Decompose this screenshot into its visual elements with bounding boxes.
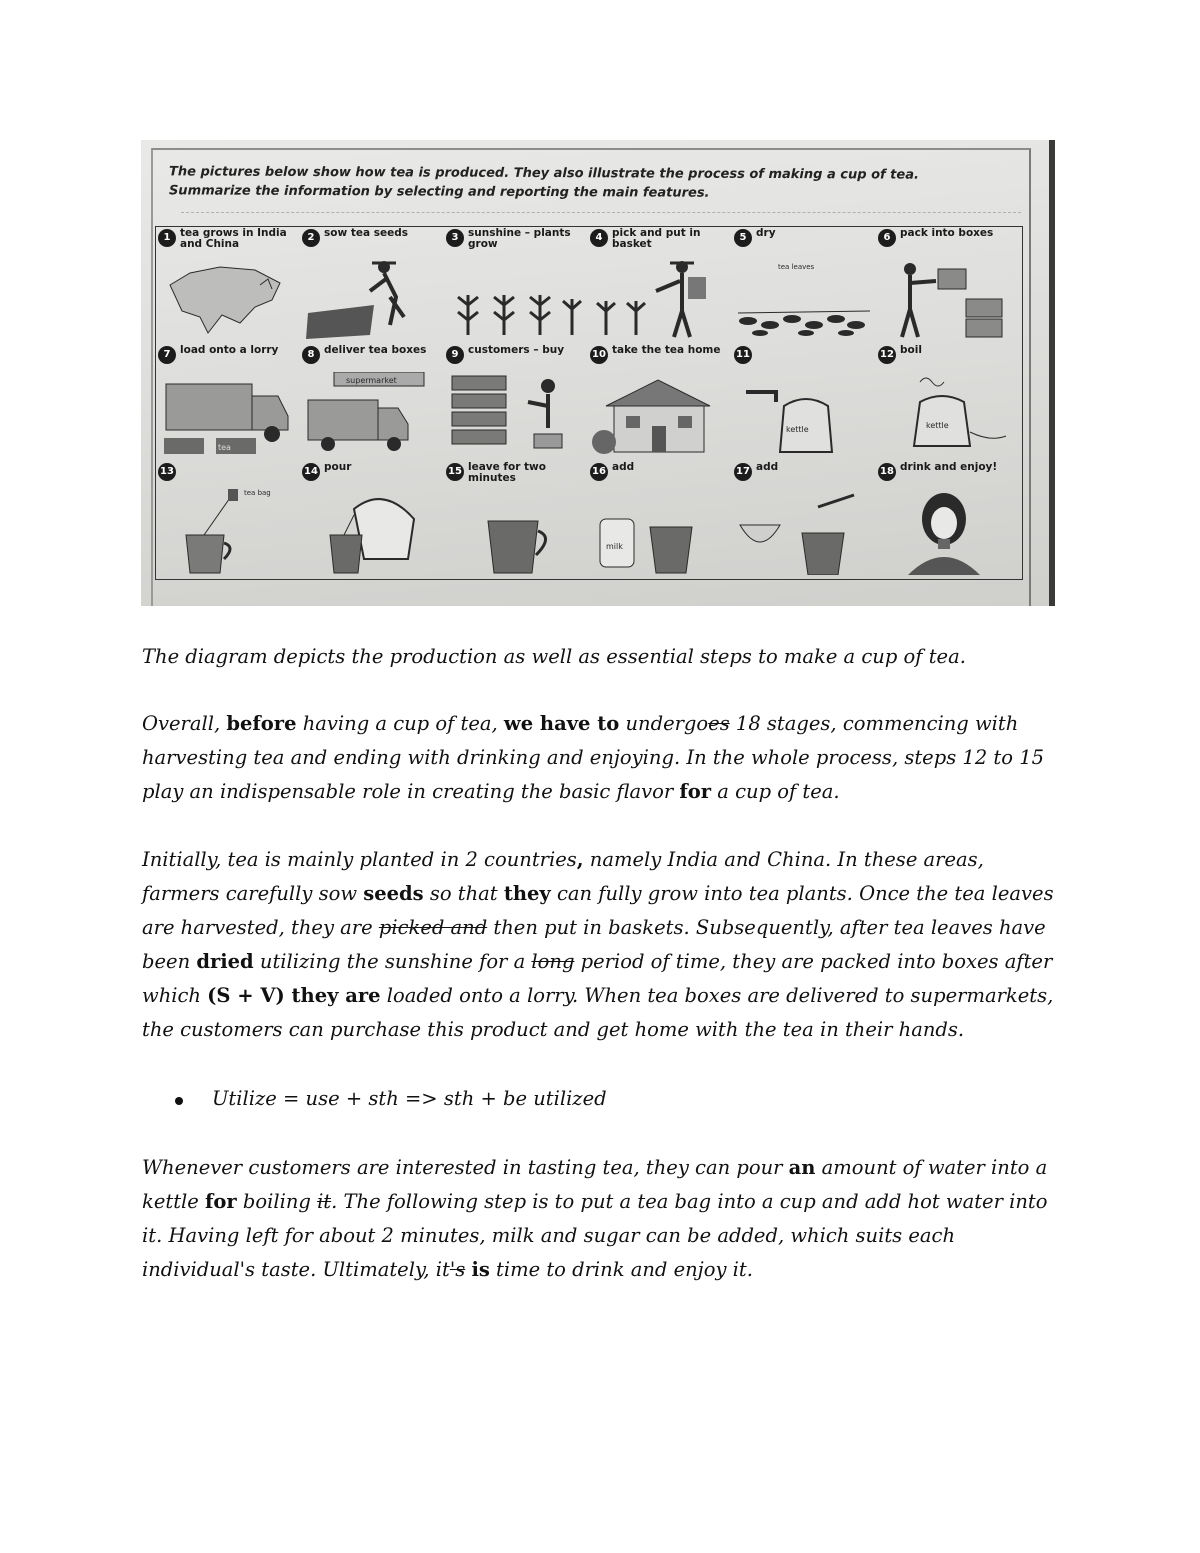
bold-correction: (S + V) they are — [207, 984, 381, 1007]
task-instruction — [169, 162, 919, 203]
bold-correction: seeds — [363, 882, 424, 905]
tea-plants-icon — [448, 255, 584, 341]
process-step-4 — [588, 227, 732, 344]
svg-text:tea leaves: tea leaves — [778, 263, 815, 271]
bold-correction: for — [679, 780, 712, 803]
bold-correction: we have to — [503, 712, 620, 735]
sugar-cup-icon — [736, 489, 872, 575]
kettle-tap-icon — [736, 372, 872, 458]
process-step-15 — [444, 461, 588, 578]
step-caption: add — [612, 461, 635, 473]
bullet-item — [142, 1082, 1062, 1116]
process-step-16 — [588, 461, 732, 578]
step-caption: leave for two minutes — [468, 461, 546, 484]
instruction-line-2: Summarize the information by selecting and reporting the main features. — [168, 183, 710, 201]
text-run: boiling — [236, 1190, 318, 1213]
picker-basket-icon — [592, 255, 728, 341]
essay-p1-text: The diagram depicts the production as well as essential steps to make a cup of tea. — [142, 645, 966, 668]
photo-shadow-edge — [1049, 140, 1055, 606]
bold-correction: for — [205, 1190, 237, 1213]
struck-text: it — [317, 1190, 332, 1213]
lorry-icon — [160, 372, 296, 458]
process-step-5 — [732, 227, 876, 344]
process-step-17 — [732, 461, 876, 578]
process-step-18 — [876, 461, 1020, 578]
pour-kettle-icon — [304, 489, 440, 575]
text-run: time to drink and enjoy it. — [489, 1258, 753, 1281]
text-run: so that — [423, 882, 504, 905]
step-caption: pour — [324, 461, 352, 473]
step-number-badge: 4 — [590, 229, 608, 247]
text-run: namely India and China. In these areas, farmers carefully sow — [142, 848, 984, 905]
shop-customer-icon — [448, 372, 584, 458]
process-step-12 — [876, 344, 1020, 461]
step-caption: dry — [756, 227, 776, 239]
farmer-sowing-icon — [304, 255, 440, 341]
step-caption: sunshine – plants grow — [468, 227, 571, 250]
process-step-9 — [444, 344, 588, 461]
step-number-badge: 10 — [590, 346, 608, 364]
step-number-badge: 11 — [734, 346, 752, 364]
text-run: amount of water into a kettle — [142, 1156, 1048, 1213]
step-caption: sow tea seeds — [324, 227, 408, 239]
step-caption: drink and enjoy! — [900, 461, 998, 473]
text-run: undergo — [619, 712, 709, 735]
process-step-13 — [156, 461, 300, 578]
essay-paragraph-2 — [142, 707, 1062, 809]
essay-paragraph-1 — [142, 640, 1062, 674]
process-step-7 — [156, 344, 300, 461]
step-caption: boil — [900, 344, 922, 356]
step-number-badge: 16 — [590, 463, 608, 481]
process-step-14 — [300, 461, 444, 578]
delivery-truck-icon — [304, 372, 440, 458]
text-run: Initially, tea is mainly planted in 2 countries — [142, 848, 577, 871]
step-caption: pack into boxes — [900, 227, 994, 239]
kettle-boil-icon — [880, 372, 1016, 458]
step-number-badge: 7 — [158, 346, 176, 364]
step-caption: load onto a lorry — [180, 344, 279, 356]
svg-text:supermarket: supermarket — [346, 376, 397, 385]
struck-text: picked and — [378, 916, 488, 939]
step-number-badge: 3 — [446, 229, 464, 247]
text-run: loaded onto a lorry. When tea boxes are delivered to supermarkets, the customers can purchase this product and get home with the tea in their hands. — [142, 984, 1054, 1041]
step-caption: take the tea home — [612, 344, 721, 356]
process-step-6 — [876, 227, 1020, 344]
text-run: having a cup of tea, — [296, 712, 504, 735]
text-run: a cup of tea. — [711, 780, 840, 803]
bold-correction: an — [788, 1156, 816, 1179]
step-number-badge: 8 — [302, 346, 320, 364]
process-step-1 — [156, 227, 300, 344]
svg-text:kettle: kettle — [926, 421, 949, 430]
step-caption: add — [756, 461, 779, 473]
svg-text:tea: tea — [218, 443, 231, 452]
process-diagram-grid — [155, 226, 1023, 580]
step-number-badge: 18 — [878, 463, 896, 481]
process-step-10 — [588, 344, 732, 461]
svg-text:tea bag: tea bag — [244, 489, 271, 497]
text-run: can fully grow into tea plants. Once the tea leaves are harvested, they are — [142, 882, 1054, 939]
step-number-badge: 17 — [734, 463, 752, 481]
house-icon — [592, 372, 728, 458]
bold-correction: , — [576, 848, 584, 871]
step-caption: tea grows in India and China — [180, 227, 287, 250]
struck-text: 's — [449, 1258, 466, 1281]
step-caption: pick and put in basket — [612, 227, 701, 250]
cup-icon — [448, 489, 584, 575]
teabag-cup-icon — [160, 489, 296, 575]
struck-text: es — [708, 712, 730, 735]
text-run: utilizing the sunshine for a — [253, 950, 532, 973]
bullet-text: Utilize = use + sth => sth + be utilized — [212, 1087, 607, 1110]
drying-leaves-icon — [736, 255, 872, 341]
svg-text:milk: milk — [606, 542, 623, 551]
text-run: 18 stages, commencing with harvesting tea and ending with drinking and enjoying. In the whole process, steps 12 to 15 play an indispensable role in creating the basic flavor — [142, 712, 1045, 803]
text-run: then put in baskets. Subsequently, after tea leaves have been — [142, 916, 1046, 973]
step-number-badge: 1 — [158, 229, 176, 247]
step-number-badge: 14 — [302, 463, 320, 481]
essay-paragraph-4 — [142, 1151, 1062, 1287]
map-icon — [160, 255, 296, 341]
step-number-badge: 12 — [878, 346, 896, 364]
process-step-11 — [732, 344, 876, 461]
step-number-badge: 5 — [734, 229, 752, 247]
step-caption: deliver tea boxes — [324, 344, 427, 356]
bullet-dot — [175, 1097, 183, 1105]
bold-correction: before — [226, 712, 297, 735]
step-caption: customers – buy — [468, 344, 565, 356]
task-photo — [141, 140, 1055, 606]
svg-text:kettle: kettle — [786, 425, 809, 434]
step-number-badge: 15 — [446, 463, 464, 481]
step-number-badge: 13 — [158, 463, 176, 481]
bold-correction: dried — [196, 950, 254, 973]
divider — [181, 212, 1021, 213]
bold-correction: they — [503, 882, 551, 905]
process-step-3 — [444, 227, 588, 344]
milk-cup-icon — [592, 489, 728, 575]
packing-boxes-icon — [880, 255, 1016, 341]
step-number-badge: 9 — [446, 346, 464, 364]
text-run: . The following step is to put a tea bag into a cup and add hot water into it. Having left for about 2 minutes, milk and sugar can be added, which suits each individual's taste. Ultimately, it — [142, 1190, 1048, 1281]
text-run: period of time, they are packed into boxes after which — [142, 950, 1053, 1007]
process-step-2 — [300, 227, 444, 344]
text-run: Overall, — [142, 712, 227, 735]
essay-paragraph-3 — [142, 843, 1062, 1047]
step-number-badge: 2 — [302, 229, 320, 247]
step-number-badge: 6 — [878, 229, 896, 247]
process-step-8 — [300, 344, 444, 461]
instruction-line-1: The pictures below show how tea is produced. They also illustrate the process of making a cup of tea. — [169, 164, 919, 183]
bold-correction: is — [471, 1258, 490, 1281]
woman-drinking-icon — [880, 489, 1016, 575]
struck-text: long — [531, 950, 575, 973]
text-run: Whenever customers are interested in tasting tea, they can pour — [142, 1156, 789, 1179]
